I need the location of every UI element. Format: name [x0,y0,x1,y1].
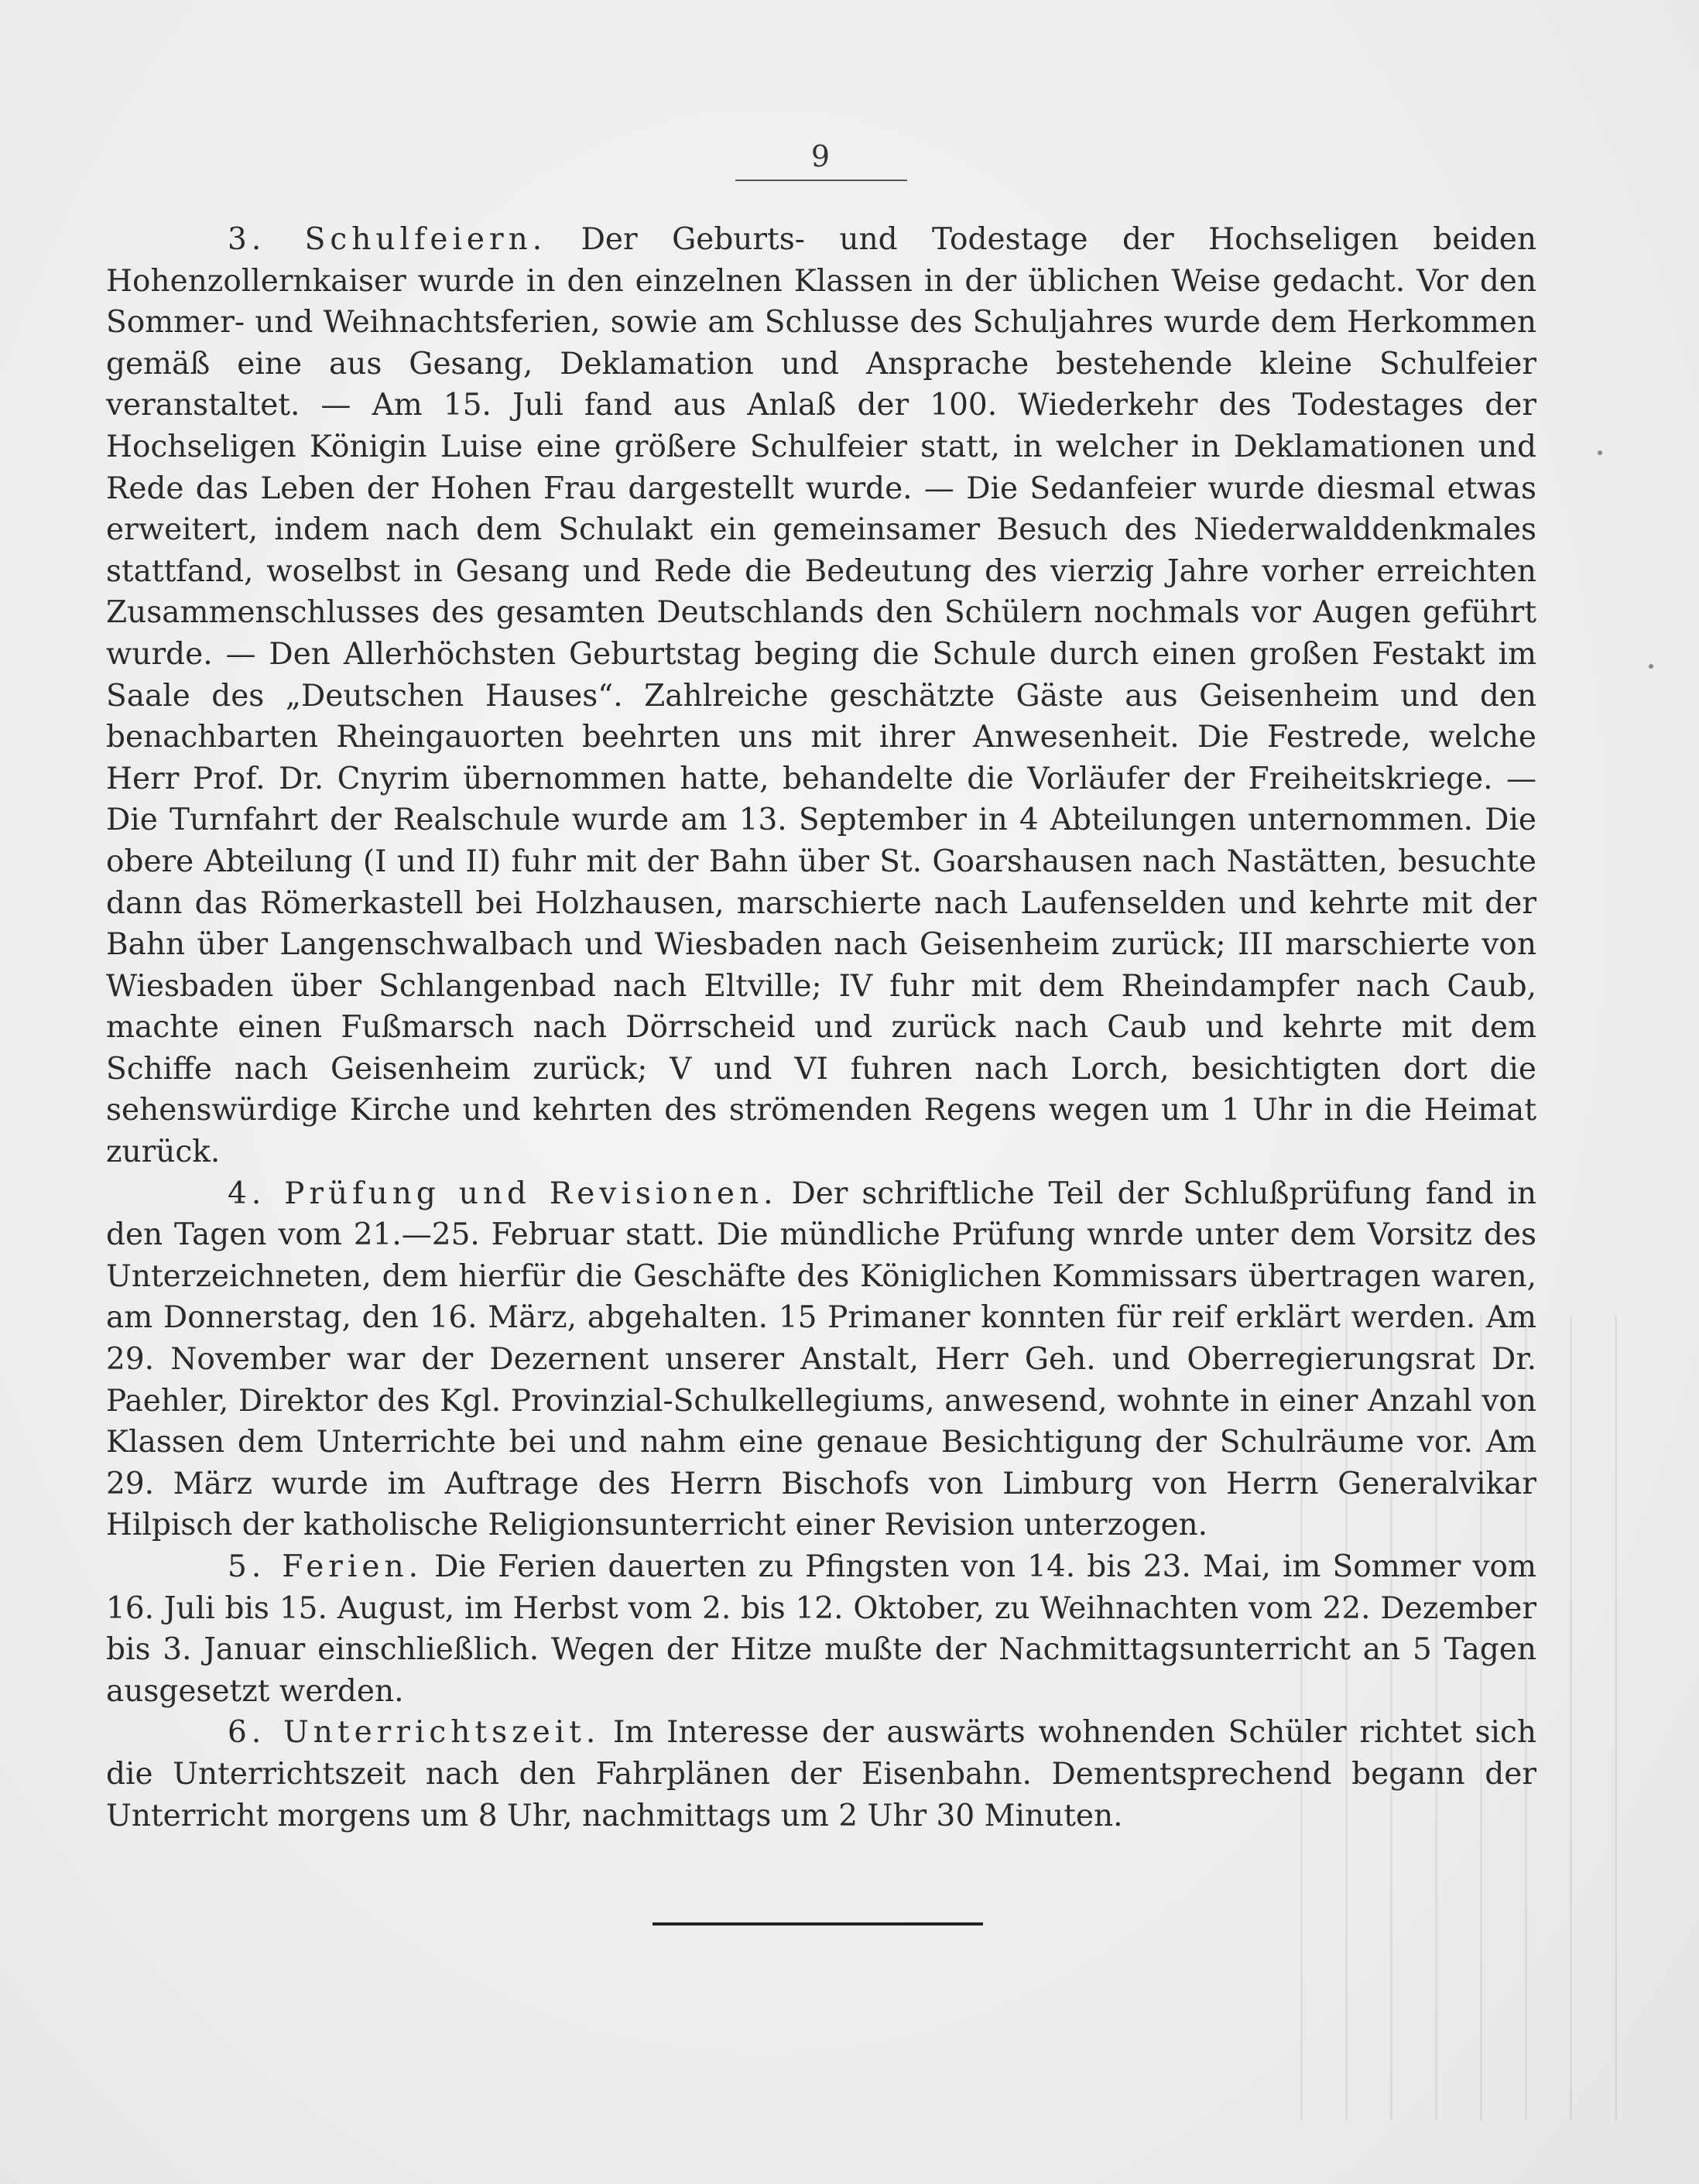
page-number: 9 [810,139,831,173]
section-label: 6. Unterrichtszeit. [228,1715,601,1751]
paper-speck [1598,450,1602,455]
section-pruefung [106,1173,1536,1546]
section-text: Der schriftliche Teil der Schlußprüfung fand in den Tagen vom 21.—25. Februar statt. Die mündliche Prüfung wnrde unter dem Vorsitz des Unterzeichneten, dem hierfür die Geschäfte des Königlichen Kommissars übertragen waren, am Donnerstag, den 16. März, abgehalten. 15 Primaner konnten für reif erklärt werden. Am 29. November war der Dezernent unserer Anstalt, Herr Geh. und Oberregierungsrat Dr. Paehler, Direktor des Kgl. Provinzial-Schulkellegiums, anwesend, wohnte in einer Anzahl von Klassen dem Unterrichte bei und nahm eine genaue Besichtigung der Schulräume vor. Am 29. März wurde im Auftrage des Herrn Bischofs von Limburg von Herrn Generalvikar Hilpisch der katholische Religionsunterricht einer Revision unterzogen. [106,1176,1537,1543]
section-text: Der Geburts- und Todestage der Hochseligen beiden Hohenzollernkaiser wurde in den einzelnen Klassen in der üblichen Weise gedacht. Vor den Sommer- und Weihnachtsferien, sowie am Schlusse des Schuljahres wurde dem Herkommen gemäß eine aus Gesang, Deklamation und Ansprache bestehende kleine Schulfeier veranstaltet. — Am 15. Juli fand aus Anlaß der 100. Wiederkehr des Todestages der Hochseligen Königin Luise eine größere Schulfeier statt, in welcher in Deklamationen und Rede das Leben der Hohen Frau dargestellt wurde. — Die Sedanfeier wurde diesmal etwas erweitert, indem nach dem Schulakt ein gemeinsamer Besuch des Niederwalddenkmales stattfand, woselbst in Gesang und Rede die Bedeutung des vierzig Jahre vorher erreichten Zusammenschlusses des gesamten Deutschlands den Schülern nochmals vor Augen geführt wurde. — Den Allerhöchsten Geburtstag beging die Schule durch einen großen Festakt im Saale des „Deutschen Hauses“. Zahlreiche geschätzte Gäste aus Geisenheim und den benachbarten Rheingauorten beehrten uns mit ihrer Anwesenheit. Die Festrede, welche Herr Prof. Dr. Cnyrim übernommen hatte, behandelte die Vorläufer der Freiheitskriege. — Die Turnfahrt der Realschule wurde am 13. September in 4 Abteilungen unternommen. Die obere Abteilung (I und II) fuhr mit der Bahn über St. Goarshausen nach Nastätten, besuchte dann das Römerkastell bei Holzhausen, marschierte nach Laufenselden und kehrte mit der Bahn über Langenschwalbach und Wiesbaden nach Geisenheim zurück; III marschierte von Wiesbaden über Schlangenbad nach Eltville; IV fuhr mit dem Rheindampfer nach Caub, machte einen Fußmarsch nach Dörrscheid und zurück nach Caub und kehrte mit dem Schiffe nach Geisenheim zurück; V und VI fuhren nach Lorch, besichtigten dort die sehenswürdige Kirche und kehrten des strömenden Regens wegen um 1 Uhr in die Heimat zurück. [106,222,1536,1170]
section-schulfeiern [106,219,1536,1173]
section-label: 3. Schulfeiern. [228,222,547,257]
section-text: Im Interesse der auswärts wohnenden Schüler richtet sich die Unterrichtszeit nach den Fahrplänen der Eisenbahn. Dementsprechend begann der Unterricht morgens um 8 Uhr, nachmittags um 2 Uhr 30 Minuten. [106,1715,1536,1833]
section-ferien [106,1546,1536,1712]
section-label: 5. Ferien. [228,1549,423,1584]
paper-speck [1649,664,1653,669]
closing-rule [653,1922,983,1926]
section-label: 4. Prüfung und Revisionen. [228,1176,778,1211]
header-rule [735,180,907,181]
section-text: Die Ferien dauerten zu Pfingsten von 14. bis 23. Mai, im Sommer vom 16. Juli bis 15. August, im Herbst vom 2. bis 12. Oktober, zu Weihnachten vom 22. Dezember bis 3. Januar einschließlich. Wegen der Hitze mußte der Nachmittagsunterricht an 5 Tagen ausgesetzt werden. [106,1549,1536,1709]
section-unterrichtszeit [106,1712,1536,1837]
body-text [106,219,1536,1837]
